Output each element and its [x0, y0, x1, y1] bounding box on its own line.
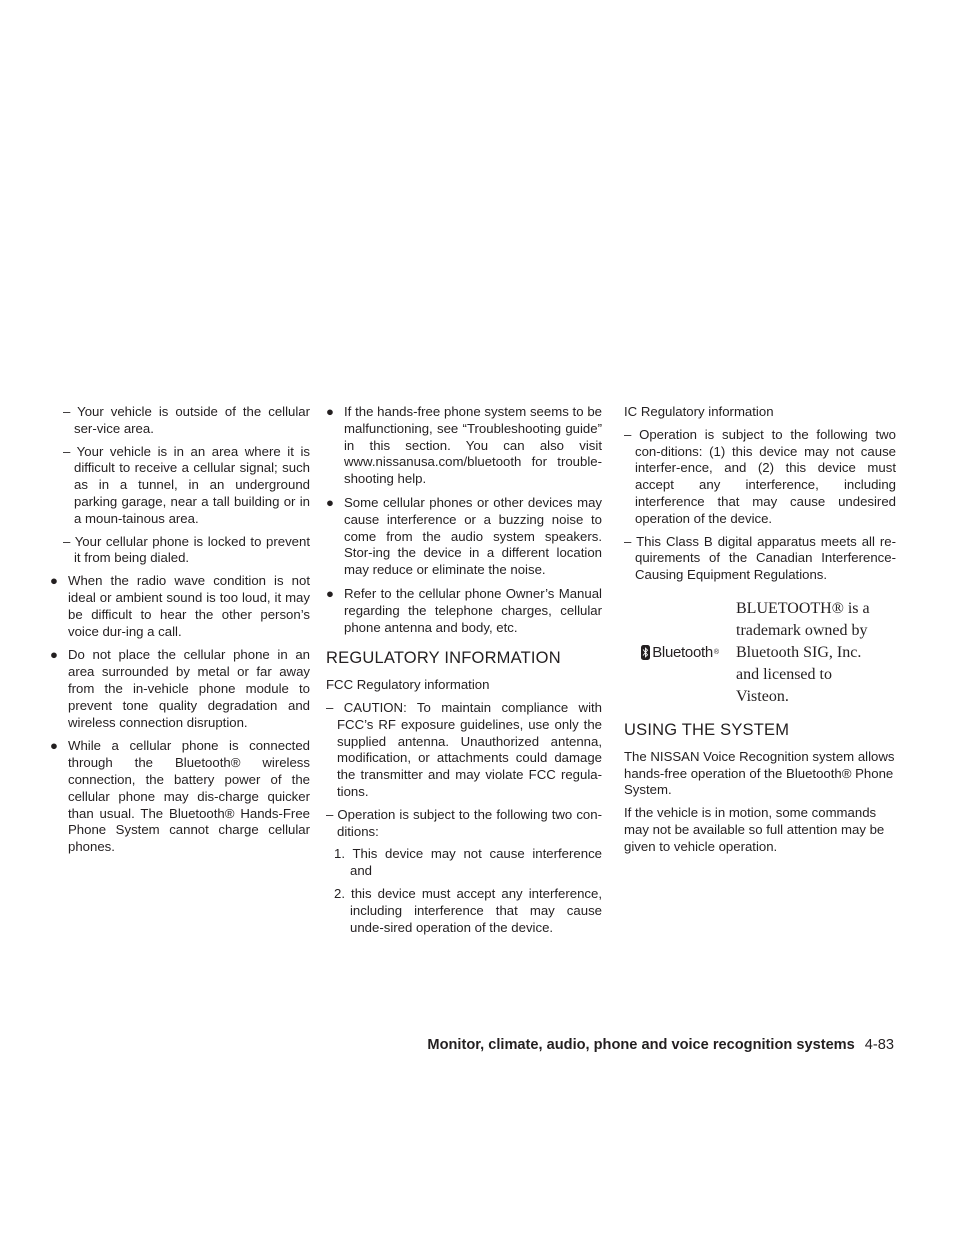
- page-footer: [427, 1037, 894, 1053]
- section-heading-using: USING THE SYSTEM: [624, 720, 790, 739]
- bluetooth-trademark-block: [624, 598, 896, 708]
- list-item: – Your vehicle is outside of the cellular ser-vice area.: [63, 404, 310, 436]
- list-item: – This Class B digital apparatus meets all re-quirements of the Canadian Interference-Causing Equipment Regulations.: [624, 533, 896, 583]
- fcc-label: FCC Regulatory information: [326, 677, 490, 693]
- registered-mark: ®: [713, 648, 719, 656]
- bullet-item: ● If the hands-free phone system seems to be malfunctioning, see “Troubleshooting guide” in this section. You can also visit www.nissanusa.com/bluetooth for trouble-shooting help.: [326, 404, 602, 487]
- bullet-icon: ●: [50, 647, 58, 663]
- bullet-item: ● While a cellular phone is connected through the Bluetooth® wireless connection, the battery power of the cellular phone may dis-charge quicker than usual. The Bluetooth® Hands-Free Phone System cannot charge cellular phones.: [50, 738, 310, 855]
- trademark-text: BLUETOOTH® is a trademark owned by Bluetooth SIG, Inc. and licensed to Visteon.: [736, 599, 870, 705]
- section-heading-regulatory: REGULATORY INFORMATION: [326, 649, 561, 668]
- bullet-item: ● Some cellular phones or other devices may cause interference or a buzzing noise to come from the audio system speakers. Stor-ing the device in a different location may reduce or eliminate the noise.: [326, 494, 602, 578]
- bullet-icon: ●: [326, 494, 334, 510]
- page-number: 4-83: [864, 1037, 894, 1053]
- list-item: – Your cellular phone is locked to prevent it from being dialed.: [63, 533, 310, 566]
- list-item: – Operation is subject to the following two con-ditions: (1) this device may not cause interfer-ence, and (2) this device must accept any interference, including interference that may cause undesired operation of the device.: [624, 426, 896, 526]
- list-item: – Your vehicle is in an area where it is difficult to receive a cellular signal; such as in a tunnel, in an underground parking garage, near a tall building or in a moun-tainous area.: [63, 443, 310, 526]
- bullet-item: ● Do not place the cellular phone in an area surrounded by metal or far away from the in-vehicle phone module to prevent tone quality degradation and wireless connection disruption.: [50, 647, 310, 730]
- column-left: [50, 404, 310, 863]
- numbered-item: 2. this device must accept any interference, including interference that may cause unde-sired operation of the device.: [334, 885, 602, 935]
- bluetooth-wordmark: Bluetooth: [652, 643, 713, 661]
- ic-label: IC Regulatory information: [624, 404, 774, 419]
- list-item: – CAUTION: To maintain compliance with FCC’s RF exposure guidelines, use only the supplied antenna. Unauthorized antenna, modification, or attachments could damage the transmitter and may violate FCC regula-tions.: [326, 699, 602, 799]
- bullet-icon: ●: [50, 573, 58, 589]
- column-middle: [326, 404, 602, 942]
- paragraph: If the vehicle is in motion, some commands may not be available so full attention may be given to vehicle operation.: [624, 805, 885, 854]
- bullet-icon: ●: [50, 738, 58, 754]
- footer-title: Monitor, climate, audio, phone and voice recognition systems: [427, 1037, 855, 1053]
- bullet-icon: ●: [326, 585, 334, 601]
- bluetooth-icon: [641, 645, 650, 660]
- bluetooth-logo: [624, 645, 736, 662]
- bullet-item: ● Refer to the cellular phone Owner’s Manual regarding the telephone charges, cellular phone antenna and body, etc.: [326, 585, 602, 635]
- list-item: – Operation is subject to the following two con-ditions:: [326, 806, 602, 839]
- paragraph: The NISSAN Voice Recognition system allows hands-free operation of the Bluetooth® Phone System.: [624, 748, 895, 798]
- column-right: [624, 404, 896, 862]
- bullet-icon: ●: [326, 404, 334, 419]
- bullet-item: ● When the radio wave condition is not ideal or ambient sound is too loud, it may be difficult to hear the other person’s voice dur-ing a call.: [50, 573, 310, 639]
- numbered-item: 1. This device may not cause interference and: [334, 846, 602, 879]
